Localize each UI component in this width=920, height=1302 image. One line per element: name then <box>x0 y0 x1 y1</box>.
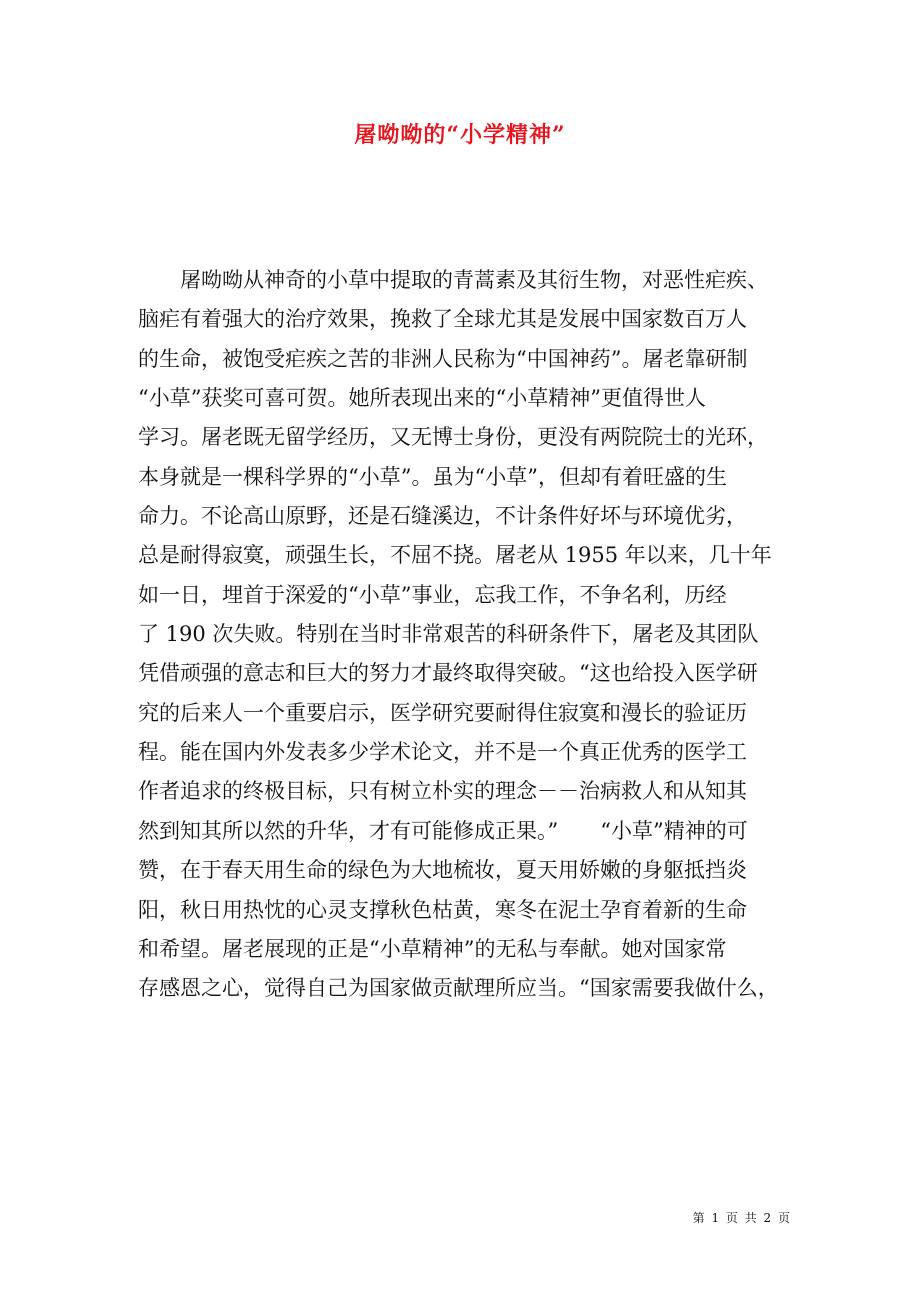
body-line: 存感恩之心，觉得自己为国家做贡献理所应当。“国家需要我做什么， <box>138 976 779 1001</box>
page-footer: 第 1 页 共 2 页 <box>692 1211 790 1225</box>
body-line: “小草”获奖可喜可贺。她所表现出来的“小草精神”更值得世人 <box>138 386 706 411</box>
document-body <box>138 261 788 1009</box>
body-line: 究的后来人一个重要启示，医学研究要耐得住寂寞和漫长的验证历 <box>138 700 747 725</box>
body-line: 作者追求的终极目标，只有树立朴实的理念－－治病救人和从知其 <box>138 779 747 804</box>
body-line: 的生命，被饱受疟疾之苦的非洲人民称为“中国神药”。屠老靠研制 <box>138 346 748 371</box>
body-line: 学习。屠老既无留学经历，又无博士身份，更没有两院院士的光环， <box>138 425 768 450</box>
body-line: 程。能在国内外发表多少学术论文，并不是一个真正优秀的医学工 <box>138 740 747 765</box>
body-line: 总是耐得寂寞，顽强生长，不屈不挠。屠老从 1955 年以来，几十年 <box>138 543 772 568</box>
body-line: 然到知其所以然的升华，才有可能修成正果。” “小草”精神的可 <box>138 818 748 843</box>
body-line: 了 190 次失败。特别在当时非常艰苦的科研条件下，屠老及其团队 <box>138 622 759 647</box>
body-line: 脑疟有着强大的治疗效果，挽救了全球尤其是发展中国家数百万人 <box>138 307 747 332</box>
body-line: 阳，秋日用热忱的心灵支撑秋色枯黄，寒冬在泥土孕育着新的生命 <box>138 897 747 922</box>
body-line: 凭借顽强的意志和巨大的努力才最终取得突破。“这也给投入医学研 <box>138 661 758 686</box>
body-line: 命力。不论高山原野，还是石缝溪边，不计条件好坏与环境优劣， <box>138 504 747 529</box>
body-line: 和希望。屠老展现的正是“小草精神”的无私与奉献。她对国家常 <box>138 936 727 961</box>
body-line: 赞，在于春天用生命的绿色为大地梳妆，夏天用娇嫩的身躯抵挡炎 <box>138 858 747 883</box>
body-line: 屠呦呦从神奇的小草中提取的青蒿素及其衍生物，对恶性疟疾、 <box>180 268 768 292</box>
document-title: 屠呦呦的“小学精神” <box>354 122 566 148</box>
body-line: 本身就是一棵科学界的“小草”。虽为“小草”，但却有着旺盛的生 <box>138 464 727 489</box>
body-line: 如一日，埋首于深爱的“小草”事业，忘我工作，不争名利，历经 <box>138 582 727 607</box>
